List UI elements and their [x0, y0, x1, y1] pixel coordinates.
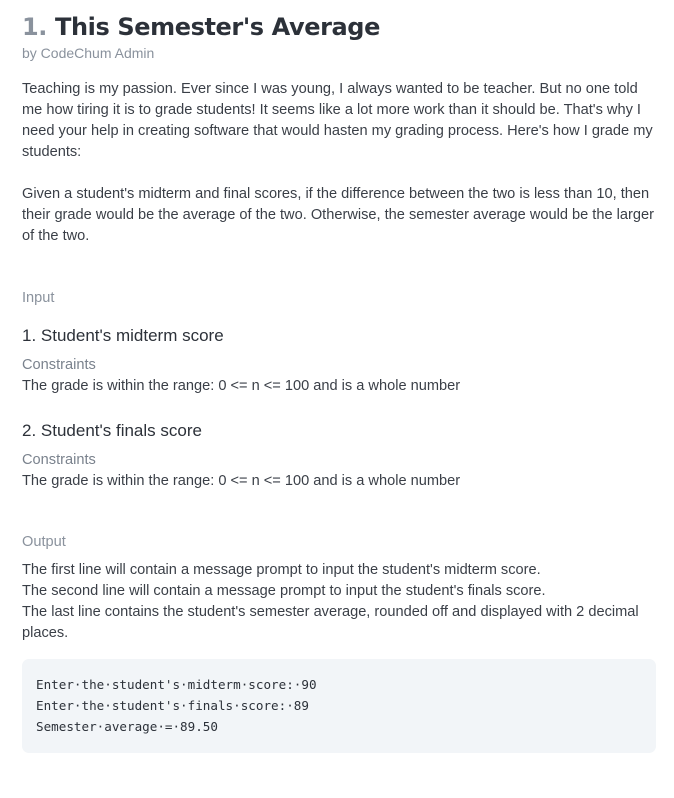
author-byline: by CodeChum Admin	[22, 45, 155, 61]
code-line: Enter·the·student's·midterm·score:·90	[36, 677, 317, 692]
constraints-label: Constraints	[22, 357, 96, 373]
code-line: Enter·the·student's·finals·score:·89	[36, 698, 309, 713]
constraints-label: Constraints	[22, 452, 96, 468]
input-item-title: 2. Student's finals score	[22, 421, 202, 440]
constraints-text: The grade is within the range: 0 <= n <= 100 and is a whole number	[22, 473, 461, 489]
output-line: The second line will contain a message prompt to input the student's finals score.	[22, 583, 546, 599]
input-item-title: 1. Student's midterm score	[22, 326, 224, 345]
description-paragraph-1: Teaching is my passion. Ever since I was young, I always wanted to be teacher. But no one told me how tiring it is to grade students! It seems like a lot more work than it should be. That's why I need your help in creating software that would hasten my grading process. Here's how I grade my students:	[22, 81, 653, 160]
description-paragraph-2: Given a student's midterm and final scores, if the difference between the two is less than 10, then their grade would be the average of the two. Otherwise, the semester average would be the larger of the two.	[22, 186, 654, 244]
output-line: The first line will contain a message prompt to input the student's midterm score.	[22, 562, 541, 578]
problem-number: 1.	[22, 13, 48, 41]
output-description	[22, 560, 656, 644]
code-line: Semester·average·=·89.50	[36, 719, 218, 734]
constraints-text: The grade is within the range: 0 <= n <= 100 and is a whole number	[22, 378, 461, 394]
input-section-label: Input	[22, 290, 55, 306]
output-section-label: Output	[22, 534, 66, 550]
sample-output-code-block	[22, 659, 656, 753]
page-title	[22, 12, 656, 42]
problem-page	[22, 12, 656, 753]
problem-title: This Semester's Average	[55, 13, 380, 41]
output-line: The last line contains the student's semester average, rounded off and displayed with 2 decimal places.	[22, 604, 639, 641]
